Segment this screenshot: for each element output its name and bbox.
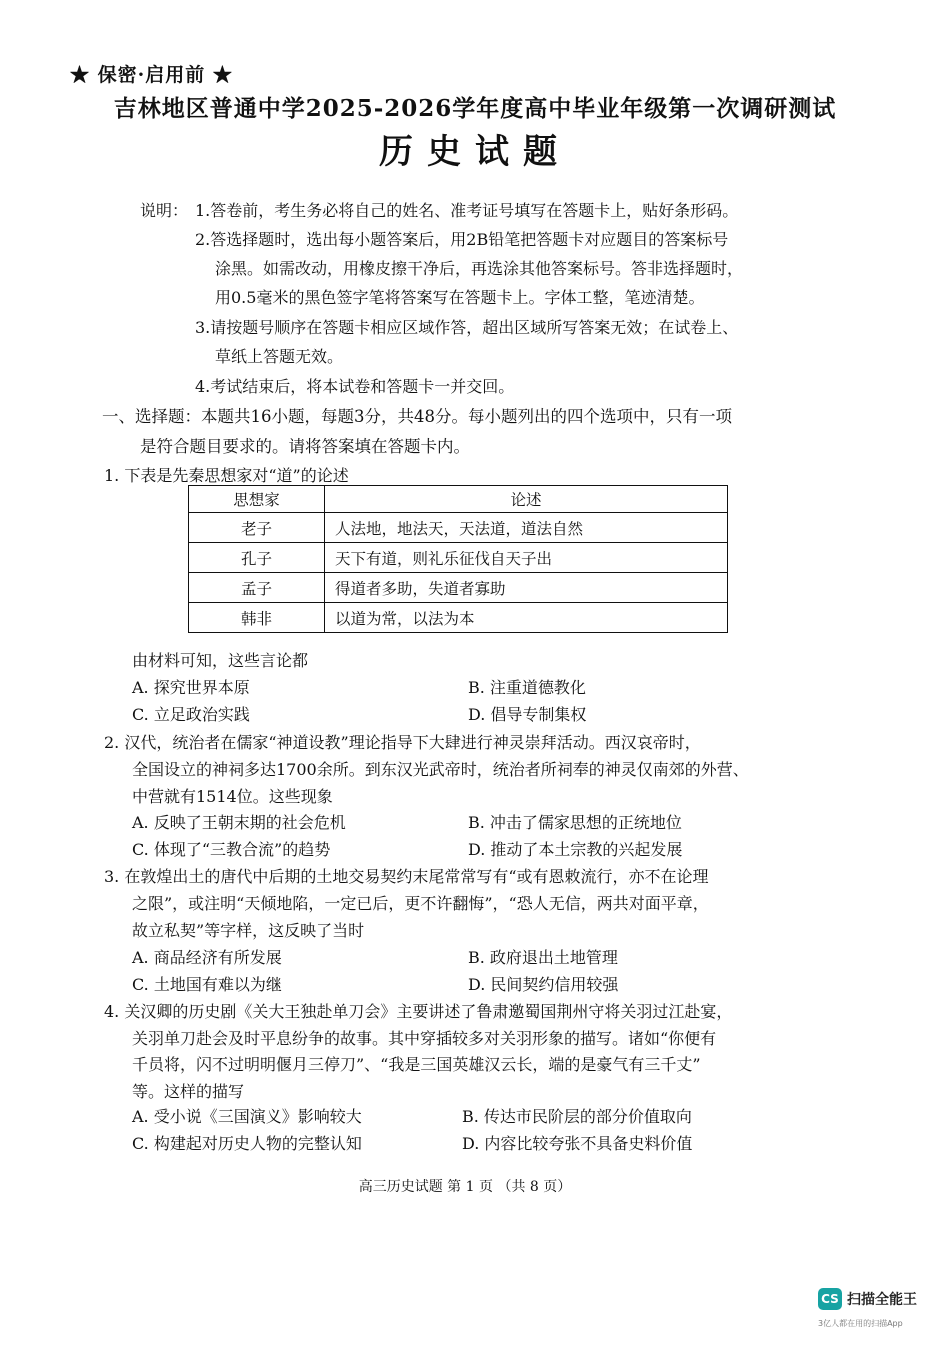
scanner-app-name: 扫描全能王 (847, 1292, 917, 1308)
instruction-line: 3.请按题号顺序在答题卡相应区域作答，超出区域所写答案无效；在试卷上、 (195, 318, 739, 337)
q1-option-a: A. 探究世界本原 (132, 678, 250, 697)
table-cell: 孟子 (189, 573, 325, 603)
table-cell: 人法地，地法天，天法道，道法自然 (325, 513, 728, 543)
q2-stem-cont: 全国设立的神祠多达1700余所。到东汉光武帝时，统治者所祠奉的神灵仅南郊的外营、 (132, 760, 749, 779)
table-cell: 孔子 (189, 543, 325, 573)
table-cell: 以道为常，以法为本 (325, 603, 728, 633)
q2-stem: 2. 汉代，统治者在儒家“神道设教”理论指导下大肆进行神灵崇拜活动。西汉哀帝时， (104, 733, 701, 752)
q4-stem-cont: 关羽单刀赴会及时平息纷争的故事。其中穿插较多对关羽形象的描写。诸如“你便有 (132, 1029, 717, 1048)
instruction-line: 用0.5毫米的黑色签字笔将答案写在答题卡上。字体工整，笔迹清楚。 (215, 288, 705, 307)
q4-option-c: C. 构建起对历史人物的完整认知 (132, 1134, 362, 1153)
q1-stem: 1. 下表是先秦思想家对“道”的论述 (104, 466, 349, 485)
instruction-line: 草纸上答题无效。 (215, 347, 344, 366)
dao-table (188, 485, 728, 633)
q3-stem: 3. 在敦煌出土的唐代中后期的土地交易契约末尾常常写有“或有恩敕流行，亦不在论理 (104, 867, 709, 886)
subject-title: 历史试题 (379, 132, 571, 172)
camscanner-logo-icon: CS (818, 1288, 842, 1310)
q4-stem-cont: 千员将，闪不过明明偃月三停刀”、“我是三国英雄汉云长，端的是豪气有三千丈” (132, 1055, 701, 1074)
q2-option-a: A. 反映了王朝末期的社会危机 (132, 813, 346, 832)
q1-option-b: B. 注重道德教化 (468, 678, 586, 697)
q2-option-d: D. 推动了本土宗教的兴起发展 (468, 840, 683, 859)
table-header-cell: 思想家 (189, 486, 325, 513)
page-footer: 高三历史试题 第 1 页 （共 8 页） (358, 1179, 572, 1195)
instruction-line: 涂黑。如需改动，用橡皮擦干净后，再选涂其他答案标号。答非选择题时， (215, 259, 744, 278)
instruction-line: 4.考试结束后，将本试卷和答题卡一并交回。 (195, 377, 515, 396)
table-cell: 韩非 (189, 603, 325, 633)
q3-option-a: A. 商品经济有所发展 (132, 948, 282, 967)
q3-stem-cont: 故立私契”等字样，这反映了当时 (132, 921, 365, 940)
q4-stem: 4. 关汉卿的历史剧《关大王独赴单刀会》主要讲述了鲁肃邀蜀国荆州守将关羽过江赴宴， (104, 1002, 733, 1021)
table-cell: 老子 (189, 513, 325, 543)
table-header-row (189, 486, 728, 513)
q4-option-a: A. 受小说《三国演义》影响较大 (132, 1107, 362, 1126)
section-heading: 一、选择题：本题共16小题，每题3分，共48分。每小题列出的四个选项中，只有一项 (102, 407, 732, 426)
table-header-cell: 论述 (325, 486, 728, 513)
scanner-watermark (818, 1288, 917, 1310)
section-heading-cont: 是符合题目要求的。请将答案填在答题卡内。 (140, 437, 470, 456)
table-row (189, 543, 728, 573)
q4-option-b: B. 传达市民阶层的部分价值取向 (462, 1107, 692, 1126)
q1-option-c: C. 立足政治实践 (132, 705, 250, 724)
secrecy-label: ★ 保密·启用前 ★ (70, 64, 233, 86)
table-row (189, 603, 728, 633)
q2-stem-cont: 中营就有1514位。这些现象 (132, 787, 333, 806)
q3-option-b: B. 政府退出土地管理 (468, 948, 618, 967)
q3-option-c: C. 土地国有难以为继 (132, 975, 282, 994)
table-cell: 得道者多助，失道者寡助 (325, 573, 728, 603)
table-row (189, 573, 728, 603)
q1-question: 由材料可知，这些言论都 (132, 651, 309, 670)
q2-option-c: C. 体现了“三教合流”的趋势 (132, 840, 331, 859)
q4-option-d: D. 内容比较夸张不具备史料价值 (462, 1134, 693, 1153)
q3-option-d: D. 民间契约信用较强 (468, 975, 619, 994)
instructions-label: 说明： (140, 201, 189, 220)
q2-option-b: B. 冲击了儒家思想的正统地位 (468, 813, 682, 832)
instruction-line: 1.答卷前，考生务必将自己的姓名、准考证号填写在答题卡上，贴好条形码。 (195, 201, 739, 220)
instruction-line: 2.答选择题时，选出每小题答案后，用2B铅笔把答题卡对应题目的答案标号 (195, 230, 729, 249)
q1-option-d: D. 倡导专制集权 (468, 705, 587, 724)
scanner-tagline: 3亿人都在用的扫描App (818, 1319, 903, 1328)
exam-title: 吉林地区普通中学2025-2026学年度高中毕业年级第一次调研测试 (113, 95, 837, 122)
q4-stem-cont: 等。这样的描写 (132, 1082, 245, 1101)
q3-stem-cont: 之限”，或注明“天倾地陷，一定已后，更不许翻悔”，“恐人无信，两共对面平章， (132, 894, 709, 913)
table-cell: 天下有道，则礼乐征伐自天子出 (325, 543, 728, 573)
table-row (189, 513, 728, 543)
